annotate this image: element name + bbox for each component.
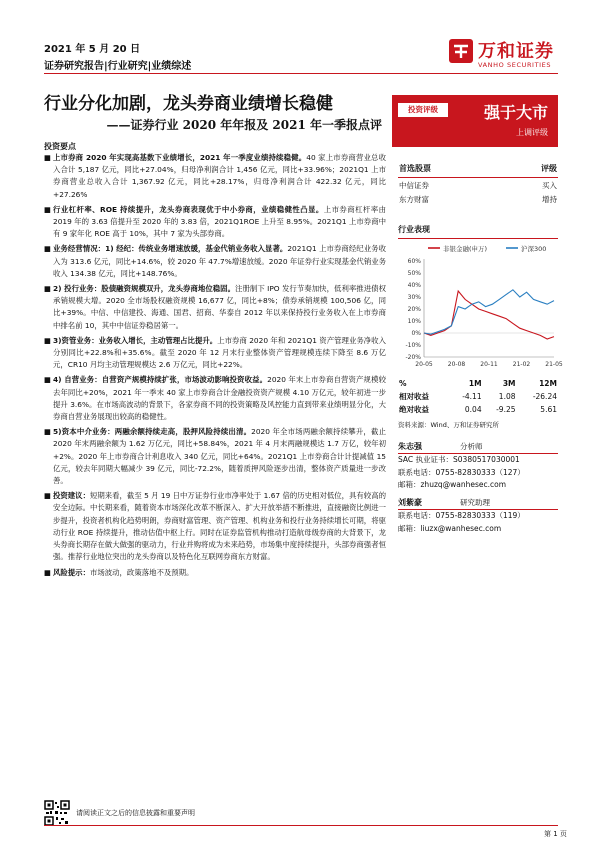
series-line-1 xyxy=(424,290,554,334)
key-point-body: 2020 年末上市券商自营资产规模较去年同比+20%，2021 年一季末 40 家上市券商合计金融投资资产规模 4.10 万亿元，较年初进一步提升 3.6%。在市场高波动的背景下，各家券商不同的投资策略及风控能力直到带来业绩明显分化，大券商自营业务展现出较高的稳健性。 xyxy=(53,375,386,422)
x-tick-label: 21-02 xyxy=(512,361,531,368)
y-tick-label: 60% xyxy=(407,258,421,265)
performance-table xyxy=(398,378,558,416)
y-tick-label: 0% xyxy=(411,330,421,337)
analyst-role: 分析师 xyxy=(460,442,483,451)
stock-name: 东方财富 xyxy=(399,194,429,204)
analyst-contact: 邮箱：zhuzq@wanhesec.com xyxy=(398,479,507,489)
stocks-col-rating: 评级 xyxy=(541,164,557,173)
key-point-body: 2020 年全市场两融余额持续攀升，截止 2020 年末两融余额为 1.62 万亿元，同比+58.84%，2021 年 4 月末两融规模达 1.7 万亿，较年初+2%。2020 年上市券商合计利息收入 340 亿元，同比+64%。2021Q1 上市券商合计计提减值 15 亿元，较去年同期大幅减少 39 亿元，同比-72.2%，随着质押风险逐步出清，整体资产质量进一步改善。 xyxy=(53,427,386,486)
bullet-icon: ■ xyxy=(44,427,51,437)
key-point xyxy=(44,374,386,423)
table-row xyxy=(398,390,558,403)
key-point xyxy=(44,204,386,241)
perf-col-1m: 1M xyxy=(468,379,482,388)
x-tick-label: 21-05 xyxy=(545,361,563,368)
company-logo xyxy=(448,38,558,72)
x-tick-label: 20-08 xyxy=(447,361,466,368)
key-point-heading: 行业杠杆率、ROE 持续提升，龙头券商表现优于中小券商，业绩稳健性凸显。 xyxy=(53,204,324,214)
key-point-body: 注册制下 IPO 发行节奏加快，低利率推进债权承销规模大增。2020 全市场股权融资规模 16,677 亿，同比+8%；债券承销规模 100,506 亿，同比+39%。中信、中信建投、海通、国君、招商、华泰自 2012 年以来保持投行业务收入在上市券商中排名前 10，其中中信证券稳居第一。 xyxy=(53,284,386,330)
key-points-label: 投资要点 xyxy=(44,142,76,151)
key-point-body: 上市券商 2020 年和 2021Q1 资产管理业务净收入分别同比+22.8%和+35.6%。截至 2020 年 12 月末行业整体资产管理规模连续下降至 8.6 万亿元，CR10 月均主动管理规模达 2.6 万亿元，同比+22%。 xyxy=(53,335,386,370)
y-tick-label: 50% xyxy=(407,270,421,277)
analyst-contact: SAC 执业证书：S0380517030001 xyxy=(398,455,520,465)
key-point-heading: 3)资管业务：业务收入增长，主动管理占比提升。 xyxy=(53,335,218,345)
key-point-heading: 上市券商 2020 年实现高基数下业绩增长，2021 年一季度业绩持续稳健。 xyxy=(53,153,307,162)
key-point-body: 40 家上市券商营业总收入合计 5,187 亿元，同比+27.04%，归母净利润合计 1,456 亿元，同比+33.96%；2021Q1 上市券商营业总收入合计 1,367.92 亿元，同比+28.17%，归母净利润合计 422.32 亿元，同比+27.26% xyxy=(53,153,386,199)
bullet-icon: ■ xyxy=(44,375,51,385)
analyst-name: 刘紫豪 xyxy=(398,498,422,508)
y-tick-label: 30% xyxy=(407,294,421,301)
key-point-heading: 4) 自营业务：自营资产规模持续扩张，市场波动影响投资收益。 xyxy=(53,375,268,385)
bullet-icon: ■ xyxy=(44,284,51,294)
analyst-contact: 联系电话：0755-82830333（127） xyxy=(398,467,525,477)
y-tick-label: 10% xyxy=(407,318,421,325)
report-date: 2021 年 5 月 20 日 xyxy=(44,44,141,55)
analyst-role: 研究助理 xyxy=(460,498,490,508)
trend-chart xyxy=(398,239,563,369)
trend-section xyxy=(398,224,563,373)
key-point-heading: 5)资本中介业务：两融余额持续走高，股押风险持续出清。 xyxy=(53,427,252,437)
report-type: 证券研究报告|行业研究|业绩综述 xyxy=(44,61,192,72)
logo-mark-icon xyxy=(448,38,474,64)
bullet-icon: ■ xyxy=(44,491,51,501)
stocks-col-name: 首选股票 xyxy=(399,164,431,173)
perf-cell: 1.08 xyxy=(498,392,516,401)
series-line-0 xyxy=(424,291,554,339)
perf-cell: -4.11 xyxy=(462,392,482,401)
key-point xyxy=(44,335,386,372)
logo-text: 万和证券 xyxy=(478,41,554,62)
perf-row-label: 相对收益 xyxy=(399,392,429,401)
key-point xyxy=(44,243,386,280)
rating-change: 上调评级 xyxy=(516,128,548,137)
bullet-icon: ■ xyxy=(44,244,51,254)
y-tick-label: 40% xyxy=(407,282,421,289)
rating-label: 投资评级 xyxy=(398,103,448,117)
rating-box xyxy=(392,95,558,147)
perf-cell: -26.24 xyxy=(532,392,557,401)
disclaimer-note: 请阅读正文之后的信息披露和重要声明 xyxy=(76,809,195,817)
perf-col-3m: 3M xyxy=(502,379,516,388)
table-row xyxy=(398,178,558,192)
key-point xyxy=(44,426,386,487)
key-point-body: 短期来看，截至 5 月 19 日中万证券行业市净率处于 1.67 倍的历史相对低位，具有较高的安全边际。中长期来看，随着资本市场深化改革不断深入、扩大开放举措不断推进，直接融资比例进一步提升，投资者机构化趋势明朗，券商财富管理、资产管理、机构业务和投行业务持续增长可期，将驱动行业 ROE 持续提升，推动估值中枢上行。同时在证券监管机构推动打造航母级券商的大背景下，龙头券商长期存在做大做强的驱动力，行业并购将成为未来趋势，市场集中度持续提升，头部券商强者恒强。推荐行业地位突出的龙头券商以及特色化互联网券商东方财富。 xyxy=(53,491,386,562)
stock-rating: 增持 xyxy=(542,194,557,204)
y-tick-label: 20% xyxy=(407,306,421,313)
bullet-icon: ■ xyxy=(44,335,51,345)
legend-label: 非银金融(申万) xyxy=(443,245,488,253)
perf-cell: 5.61 xyxy=(540,405,557,414)
source-note: 资料来源：Wind、万和证券研究所 xyxy=(398,421,499,429)
analyst-block xyxy=(398,497,558,535)
perf-cell: 0.04 xyxy=(464,405,482,414)
key-point xyxy=(44,283,386,332)
perf-col-12m: 12M xyxy=(539,379,557,388)
analyst-contact: 联系电话：0755-82830333（119） xyxy=(398,511,525,521)
page-title: 行业分化加剧，龙头券商业绩增长稳健 xyxy=(44,94,333,114)
y-tick-label: -10% xyxy=(405,342,421,349)
page-subtitle: ——证券行业 2020 年年报及 2021 年一季报点评 xyxy=(106,118,382,132)
key-point-heading: 业务经营情况：1) 经纪：传统业务增速放缓，基金代销业务收入显著。 xyxy=(53,244,288,254)
perf-row-label: 绝对收益 xyxy=(399,405,429,414)
stock-rating: 买入 xyxy=(542,180,557,190)
bullet-icon: ■ xyxy=(44,204,51,214)
x-tick-label: 20-11 xyxy=(480,361,498,368)
qr-code-icon xyxy=(44,800,70,826)
key-point-heading: 投资建议： xyxy=(53,491,90,501)
preferred-stocks xyxy=(398,162,558,206)
key-point-heading: 2) 投行业务：股债融资规模双升，龙头券商地位稳固。 xyxy=(53,284,236,294)
footer-divider xyxy=(44,825,558,826)
logo-subtext: VANHO SECURITIES xyxy=(478,61,552,69)
page-number: 第 1 页 xyxy=(544,830,567,838)
analyst-section xyxy=(398,441,558,541)
key-point xyxy=(44,152,386,201)
table-row xyxy=(398,403,558,416)
perf-cell: -9.25 xyxy=(496,405,516,414)
key-point xyxy=(44,567,386,579)
key-point xyxy=(44,490,386,563)
y-tick-label: -20% xyxy=(405,354,421,361)
analyst-name: 朱志强 xyxy=(398,442,422,451)
bullet-icon: ■ xyxy=(44,567,51,577)
key-point-heading: 风险提示： xyxy=(53,567,90,577)
key-point-body: 市场波动，政策落地不及预期。 xyxy=(89,567,194,577)
header-divider xyxy=(44,73,558,74)
x-tick-label: 20-05 xyxy=(415,361,433,368)
stock-name: 中信证券 xyxy=(399,180,429,190)
bullet-icon: ■ xyxy=(44,153,51,162)
perf-col-unit: % xyxy=(399,379,407,388)
rating-value: 强于大市 xyxy=(483,103,548,122)
analyst-contact: 邮箱：liuzx@wanhesec.com xyxy=(398,523,502,533)
legend-label: 沪深300 xyxy=(521,245,547,253)
key-point-body: 上市券商杠杆率由 2019 年的 3.63 倍提升至 2020 年的 3.83 倍，2021Q1ROE 上升至 8.95%。2021Q1 上市券商中有 9 家年化 ROE 高于 10%，其中 7 家为头部券商。 xyxy=(53,204,386,239)
analyst-block xyxy=(398,441,558,491)
key-point-body: 2021Q1 上市券商经纪业务收入为 313.6 亿元，同比+14.6%，较 2020 年 47.7%增速放缓。2020 年证券行业实现基金代销业务收入 134.38 亿元，同比+148.76%。 xyxy=(53,244,386,278)
key-points-list xyxy=(44,152,386,582)
table-row xyxy=(398,192,558,206)
trend-title: 行业表现 xyxy=(398,225,430,234)
